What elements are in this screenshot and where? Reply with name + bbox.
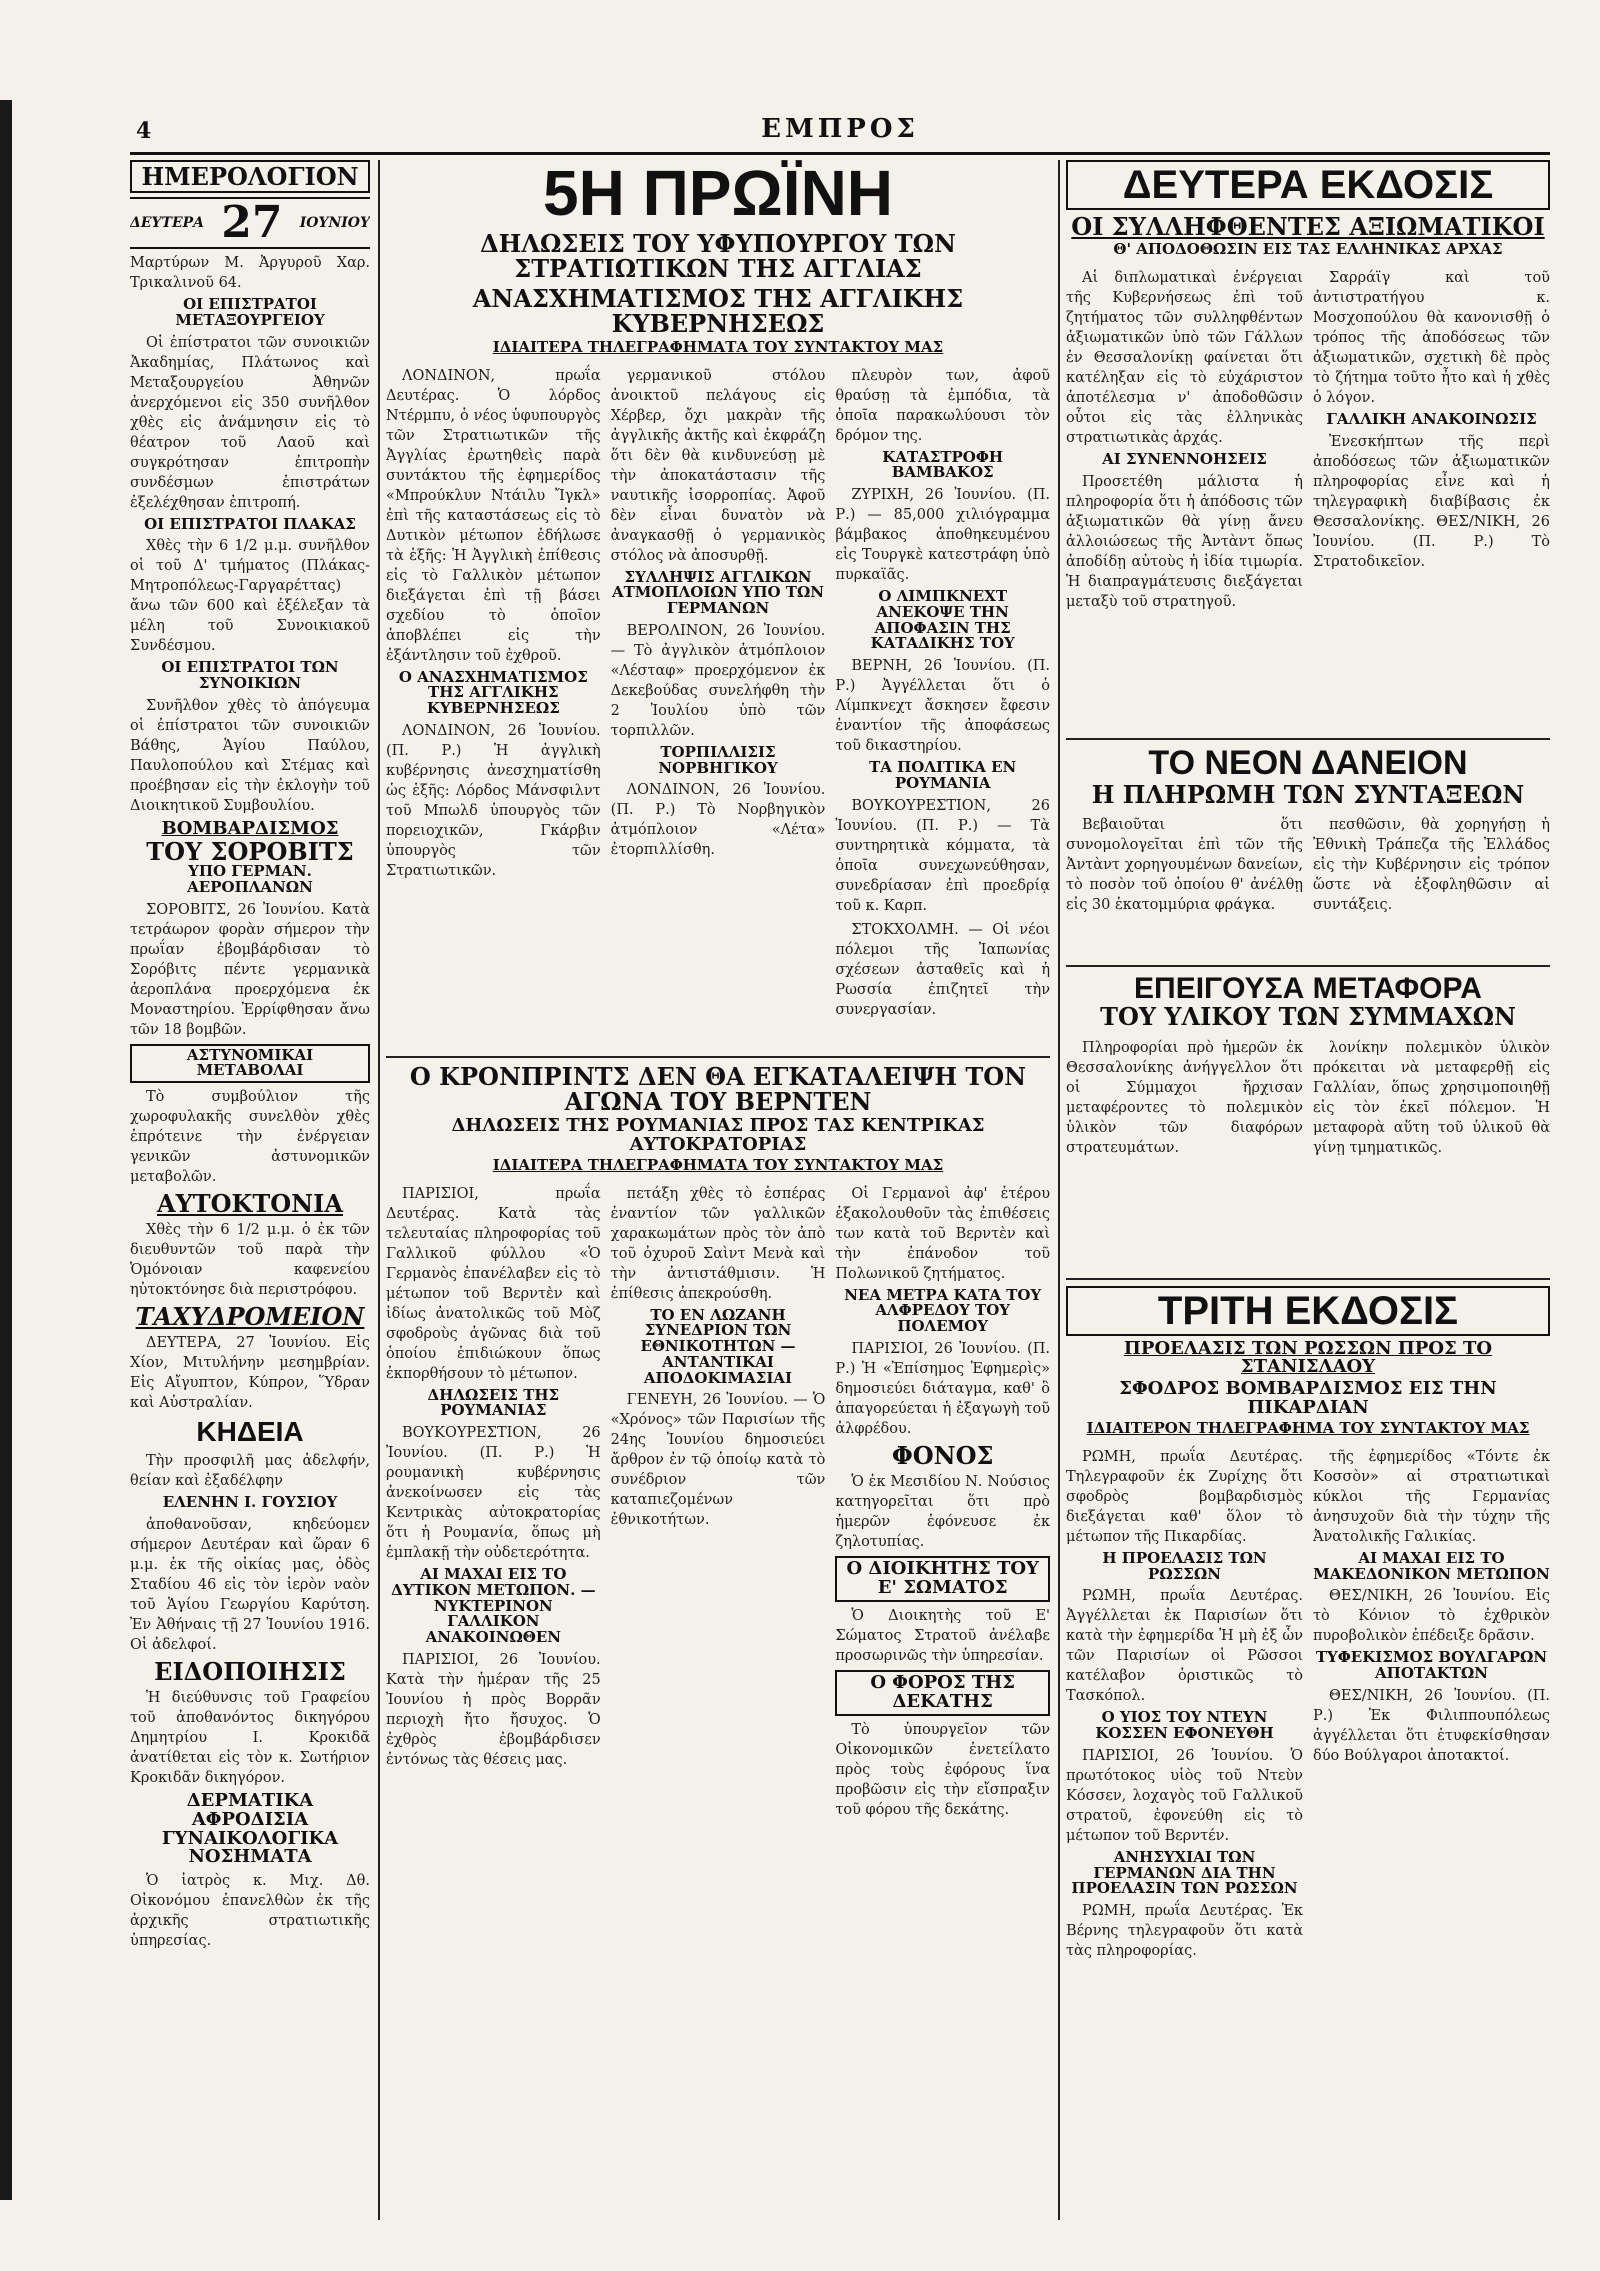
section-body: ΔΕΥΤΕΡΑ, 27 Ἰουνίου. Εἰς Χίον, Μιτυλήνην μεσημβρίαν. Εἰς Αἴγυπτον, Κύπρον, Ὕδραν καὶ Αὐστραλίαν. — [130, 1335, 370, 1412]
section-body: Ἡ διεύθυνσις τοῦ Γραφείου τοῦ ἀποθανόντος δικηγόρου Δημητρίου Ι. Κροκιδᾶ ἀνατίθεται εἰς τὸν κ. Σωτήριον Κροκιδᾶν δικηγόρον. — [130, 1689, 370, 1786]
section-heading: ΑΥΤΟΚΤΟΝΙΑ — [157, 1189, 343, 1219]
section-heading: ΚΗΔΕΙΑ — [196, 1416, 304, 1448]
article-column — [386, 362, 601, 1052]
article-body: ΠΑΡΙΣΙΟΙ, 26 Ἰουνίου. Ὁ πρωτότοκος υἱὸς τοῦ Ντεὺν Κόσσεν, λοχαγὸς τοῦ Γαλλικοῦ στρατοῦ, ἐφονεύθη εἰς τὸ μέτωπον τοῦ Βερντέν. — [1066, 1747, 1303, 1844]
masthead — [130, 112, 1550, 155]
article-body: Προσετέθη μάλιστα ἡ πληροφορία ὅτι ἡ ἀπόδοσις τῶν ἀξιωματικῶν θὰ γίνῃ ἄνευ ἀλλοιώσεως τῆς Ἀντὰντ ὅπως ἀποδίδῃ αὐτοὺς ἡ ἰδία τιμωρία. Ἡ διαπραγμάτευσις διεξάγεται μεταξὺ τοῦ στρατηγοῦ. — [1066, 473, 1303, 610]
article-body: πλευρὸν των, ἀφοῦ θραύσῃ τὰ ἐμπόδια, τὰ ὁποῖα παρακωλύουσι τὸν δρόμον της. — [835, 367, 1050, 444]
section-heading: ΔΕΡΜΑΤΙΚΑ ΑΦΡΟΔΙΣΙΑ — [186, 1789, 314, 1830]
crown-prince-section — [386, 1056, 1050, 2220]
column-right — [1066, 160, 1550, 2220]
article-heading: Η ΠΡΟΕΛΑΣΙΣ ΤΩΝ ΡΩΣΣΩΝ — [1102, 1548, 1267, 1583]
transport-section — [1066, 965, 1550, 1274]
article-body: Πληροφορίαι πρὸ ἡμερῶν ἐκ Θεσσαλονίκης ἀνήγγελλον ὅτι οἱ Σύμμαχοι ἤρχισαν μεταφέροντες τὸ πολεμικὸν ὑλικὸν τῶν διαφόρων στρατευμάτων. — [1066, 1039, 1303, 1156]
article-heading: ΣΥΛΛΗΨΙΣ ΑΓΓΛΙΚΩΝ ΑΤΜΟΠΛΟΙΩΝ ΥΠΟ ΤΩΝ ΓΕΡΜΑΝΩΝ — [611, 567, 825, 618]
article-columns — [1066, 1034, 1550, 1274]
article-body: Τὸ ὑπουργεῖον τῶν Οἰκονομικῶν ἐνετείλατο πρὸς τοὺς ἐφόρους ἵνα προβῶσιν εἰς τὴν εἴσπραξιν τοῦ φόρου τῆς δεκάτης. — [835, 1721, 1050, 1818]
article-heading: Ο ΥΙΟΣ ΤΟΥ ΝΤΕΥΝ ΚΟΣΣΕΝ ΕΦΟΝΕΥΘΗ — [1095, 1708, 1274, 1743]
edition-heading: ΔΕΥΤΕΡΑ ΕΚΔΟΣΙΣ — [1066, 160, 1550, 210]
article-body: τῆς ἐφημερίδος «Τόντε ἐκ Κοσσὸν» αἱ στρατιωτικαὶ κύκλοι τῆς Γερμανίας ἀνησυχοῦν διὰ τὴν τύχην τῆς Ἀνατολικῆς Γαλικίας. — [1313, 1448, 1550, 1545]
section-subheading: ΓΥΝΑΙΚΟΛΟΓΙΚΑ ΝΟΣΗΜΑΤΑ — [161, 1827, 339, 1868]
article-column — [835, 1180, 1050, 2220]
article-heading: ΤΟΡΠΙΛΛΙΣΙΣ ΝΟΡΒΗΓΙΚΟΥ — [658, 742, 778, 777]
banner-subheadline: ΙΔΙΑΙΤΕΡΑ ΤΗΛΕΓΡΑΦΗΜΑΤΑ ΤΟΥ ΣΥΝΤΑΚΤΟΥ ΜΑΣ — [492, 337, 944, 356]
deceased-name: ΕΛΕΝΗΝ Ι. ΓΟΥΣΙΟΥ — [162, 1492, 338, 1511]
article-subheadline: Η ΠΛΗΡΩΜΗ ΤΩΝ ΣΥΝΤΑΞΕΩΝ — [1091, 779, 1525, 809]
article-heading: ΤΟ ΕΝ ΛΩΖΑΝΗ ΣΥΝΕΔΡΙΟΝ ΤΩΝ ΕΘΝΙΚΟΤΗΤΩΝ — ΑΝΤΑΝΤΙΚΑΙ ΑΠΟΔΟΚΙΜΑΣΙΑΙ — [640, 1305, 796, 1387]
article-heading: Ο ΦΟΡΟΣ ΤΗΣ ΔΕΚΑΤΗΣ — [835, 1670, 1050, 1716]
third-edition-section — [1066, 1278, 1550, 2003]
article-headline: Ο ΚΡΟΝΠΡΙΝΤΣ ΔΕΝ ΘΑ ΕΓΚΑΤΑΛΕΙΨΗ ΤΟΝ ΑΓΩΝΑ ΤΟΥ ΒΕΡΝΤΕΝ — [409, 1061, 1027, 1116]
section-body: ΣΟΡΟΒΙΤΣ, 26 Ἰουνίου. Κατὰ τετράωρον φορὰν σήμερον τὴν πρωΐαν ἐβομβάρδισαν τὸ Σορόβιτς πέντε γερμανικὰ ἀεροπλάνα προερχόμενα ἐκ Μοναστηρίου. Ἐρρίφθησαν ἄνω τῶν 18 βομβῶν. — [130, 901, 370, 1038]
article-heading: ΑΙ ΣΥΝΕΝΝΟΗΣΕΙΣ — [1102, 449, 1267, 468]
article-body: ΛΟΝΔΙΝΟΝ, 26 Ἰουνίου. (Π. Ρ.) Ἡ ἀγγλικὴ κυβέρνησις ἀνεσχηματίσθη ὡς ἑξῆς: Λόρδος Μάνσφιλντ τοῦ Μπωλδ ὑπουργὸς τῶν πορειοχικῶν, Γκάρβιν ὑπουργὸς τῶν Στρατιωτικῶν. — [386, 722, 601, 879]
article-heading: ΑΝΗΣΥΧΙΑΙ ΤΩΝ ΓΕΡΜΑΝΩΝ ΔΙΑ ΤΗΝ ΠΡΟΕΛΑΣΙΝ ΤΩΝ ΡΩΣΣΩΝ — [1071, 1847, 1298, 1898]
article-column — [1313, 264, 1550, 734]
article-body: ΒΕΡΟΛΙΝΟΝ, 26 Ἰουνίου. — Τὸ ἀγγλικὸν ἀτμόπλοιον «Λέσταφ» προερχόμενον ἐκ Δεκεβούδας συνελήφθη τὴν 2 Ἰουλίου ὑπὸ τῶν τορπιλλῶν. — [610, 622, 826, 739]
article-column — [386, 1180, 601, 2220]
article-headline: ΤΟ ΝΕΟΝ ΔΑΝΕΙΟΝ — [1148, 743, 1468, 782]
article-columns — [1066, 811, 1550, 961]
article-columns — [386, 1180, 1050, 2220]
article-subheadline: ΙΔΙΑΙΤΕΡΟΝ ΤΗΛΕΓΡΑΦΗΜΑ ΤΟΥ ΣΥΝΤΑΚΤΟΥ ΜΑΣ — [1086, 1419, 1530, 1438]
section-heading: ΕΙΔΟΠΟΙΗΣΙΣ — [154, 1656, 346, 1686]
article-body: ΡΩΜΗ, πρωΐα Δευτέρας. Ἐκ Βέρνης τηλεγραφοῦν ὅτι κατὰ τὰς πληροφορίας. — [1066, 1903, 1303, 1960]
diary-title: ΗΜΕΡΟΛΟΓΙΟΝ — [130, 160, 370, 193]
article-body: λονίκην πολεμικὸν ὑλικὸν πρόκειται νὰ μεταφερθῇ εἰς Γαλλίαν, ὅπως χρησιμοποιηθῇ εἰς τὸν ἐκεῖ πόλεμον. Ἡ μεταφορὰ αὕτη τοῦ ὑλικοῦ θὰ γίνῃ τμηματικῶς. — [1313, 1039, 1550, 1156]
edition-heading: 5Η ΠΡΩΪΝΗ — [542, 160, 894, 229]
section-heading: ΟΙ ΕΠΙΣΤΡΑΤΟΙ ΜΕΤΑΞΟΥΡΓΕΙΟΥ — [175, 295, 325, 329]
article-body: ΡΩΜΗ, πρωΐα Δευτέρας. Ἀγγέλλεται ἐκ Παρισίων ὅτι κατὰ τὴν ἐφημερίδα Ἡ μὴ ἐξ ὧν τῶν Παρισίων οἱ Ρῶσσοι κατέλαβον ὁριστικῶς τὸ Τασκόπολ. — [1066, 1588, 1303, 1705]
article-body: Αἱ διπλωματικαὶ ἐνέργειαι τῆς Κυβερνήσεως ἐπὶ τοῦ ζητήματος τῶν συλληφθέντων ἀξιωματικῶν ὑπὸ τῶν Γάλλων ἐν Θεσσαλονίκῃ φαίνεται ὅτι κατέληξαν εἰς τὸ εὐχάριστον ἀποτέλεσμα ν' ἀποδοθῶσιν οὗτοι εἰς τὰς ἑλληνικὰς στρατιωτικὰς ἀρχάς. — [1066, 269, 1303, 446]
section-heading: ΤΑΧΥΔΡΟΜΕΙΟΝ — [135, 1302, 365, 1332]
column-rule — [378, 160, 380, 2220]
article-body: ΒΟΥΚΟΥΡΕΣΤΙΟΝ, 26 Ἰουνίου. (Π. Ρ.) — Τὰ συντηρητικὰ κόμματα, τὰ ὁποῖα συνεχωνεύθησαν, συνεδρίασαν ἐπὶ προεδρίᾳ τοῦ κ. Καρπ. — [835, 797, 1050, 914]
section-heading: ΑΣΤΥΝΟΜΙΚΑΙ ΜΕΤΑΒΟΛΑΙ — [130, 1044, 370, 1084]
binding-edge — [0, 100, 12, 2200]
article-columns — [1066, 264, 1550, 734]
article-subheadline: Θ' ΑΠΟΔΟΘΩΣΙΝ ΕΙΣ ΤΑΣ ΕΛΛΗΝΙΚΑΣ ΑΡΧΑΣ — [1113, 240, 1503, 259]
section-body: Χθὲς τὴν 6 1/2 μ.μ. συνῆλθον οἱ τοῦ Δ' τμήματος (Πλάκας-Μητροπόλεως-Γαργαρέττας) ἄνω τῶν 600 καὶ ἐξέλεξαν τὰ μέλη τοῦ Συνοικιακοῦ Συνδέσμου. — [130, 538, 370, 655]
article-body: πεσθῶσιν, θὰ χορηγήσῃ ἡ Ἐθνικὴ Τράπεζα τῆς Ἑλλάδος εἰς τὴν Κυβέρνησιν εἰς τρόπον ὥστε νὰ ἐξοφληθῶσιν αἱ συντάξεις. — [1313, 816, 1550, 913]
banner-headline: ΔΗΛΩΣΕΙΣ ΤΟΥ ΥΦΥΠΟΥΡΓΟΥ ΤΩΝ ΣΤΡΑΤΙΩΤΙΚΩΝ ΤΗΣ ΑΓΓΛΙΑΣ — [480, 229, 956, 284]
article-heading: ΑΙ ΜΑΧΑΙ ΕΙΣ ΤΟ ΜΑΚΕΔΟΝΙΚΟΝ ΜΕΤΩΠΟΝ — [1313, 1548, 1550, 1583]
article-body: ΘΕΣ/ΝΙΚΗ, 26 Ἰουνίου. (Π. Ρ.) Ἐκ Φιλιππουπόλεως ἀγγέλλεται ὅτι ἐτυφεκίσθησαν δύο Βούλγαροι ἀποτακτοί. — [1313, 1687, 1550, 1764]
loan-section — [1066, 738, 1550, 961]
edition-heading: ΤΡΙΤΗ ΕΚΔΟΣΙΣ — [1066, 1286, 1550, 1336]
article-column — [611, 1180, 826, 2220]
article-subheadline: ΔΗΛΩΣΕΙΣ ΤΗΣ ΡΟΥΜΑΝΙΑΣ ΠΡΟΣ ΤΑΣ ΚΕΝΤΡΙΚΑΣ ΑΥΤΟΚΡΑΤΟΡΙΑΣ — [451, 1115, 985, 1155]
article-headline: ΕΠΕΙΓΟΥΣΑ ΜΕΤΑΦΟΡΑ — [1134, 971, 1482, 1005]
section-heading: ΟΙ ΕΠΙΣΤΡΑΤΟΙ ΤΩΝ ΣΥΝΟΙΚΙΩΝ — [161, 658, 339, 693]
article-heading: Ο ΔΙΟΙΚΗΤΗΣ ΤΟΥ Ε' ΣΩΜΑΤΟΣ — [835, 1556, 1050, 1602]
article-headline: ΠΡΟΕΛΑΣΙΣ ΤΩΝ ΡΩΣΣΩΝ ΠΡΟΣ ΤΟ ΣΤΑΝΙΣΛΑΟΥ — [1123, 1337, 1493, 1378]
article-body: ΘΕΣ/ΝΙΚΗ, 26 Ἰουνίου. Εἰς τὸ Κόνιον τὸ ἐχθρικὸν πυροβολικὸν ἐπέδειξε δρᾶσιν. — [1313, 1588, 1550, 1645]
section-subheading: ΤΟΥ ΣΟΡΟΒΙΤΣ — [146, 836, 354, 866]
diary-month: ΙΟΥΝΙΟΥ — [299, 215, 370, 232]
article-columns — [1066, 1443, 1550, 2003]
article-heading: ΤΥΦΕΚΙΣΜΟΣ ΒΟΥΛΓΑΡΩΝ ΑΠΟΤΑΚΤΩΝ — [1315, 1648, 1548, 1683]
article-body: ΛΟΝΔΙΝΟΝ, πρωΐα Δευτέρας. Ὁ λόρδος Ντέρμπυ, ὁ νέος ὑφυπουργὸς τῶν Στρατιωτικῶν τῆς Ἀγγλίας ἐρωτηθεὶς παρὰ συντάκτου τῆς ἐφημερίδος «Μπρούκλυν Ντάιλυ Ἴγκλ» ἐπὶ τῆς καταστάσεως εἰς τὸ Δυτικὸν μέτωπον ἐδήλωσε τὰ ἑξῆς: Ἡ Ἀγγλικὴ ἐπίθεσις εἰς τὸ Γαλλικὸν μέτωπον διεξάγεται ἐπὶ τῇ βάσει σχεδίου τὸ ὁποῖον ἀποβλέπει εἰς τὴν ἐξάντλησιν τοῦ ἐχθροῦ. — [386, 367, 601, 664]
article-subheadline: ΙΔΙΑΙΤΕΡΑ ΤΗΛΕΓΡΑΦΗΜΑΤΑ ΤΟΥ ΣΥΝΤΑΚΤΟΥ ΜΑΣ — [492, 1155, 944, 1174]
article-headline: ΟΙ ΣΥΛΛΗΦΘΕΝΤΕΣ ΑΞΙΩΜΑΤΙΚΟΙ — [1071, 212, 1545, 241]
article-heading: ΤΑ ΠΟΛΙΤΙΚΑ ΕΝ ΡΟΥΜΑΝΙΑ — [869, 758, 1017, 792]
column-rule — [1058, 160, 1060, 2220]
section-body: Τὸ συμβούλιον τῆς χωροφυλακῆς συνελθὸν χθὲς ἐπρότεινε τὴν ἐνέργειαν γενικῶν ἀστυνομικῶν μεταβολῶν. — [130, 1089, 370, 1186]
article-heading: ΑΙ ΜΑΧΑΙ ΕΙΣ ΤΟ ΔΥΤΙΚΟΝ ΜΕΤΩΠΟΝ. — ΝΥΚΤΕΡΙΝΟΝ ΓΑΛΛΙΚΟΝ ΑΝΑΚΟΙΝΩΘΕΝ — [391, 1565, 596, 1647]
column-diary — [130, 160, 370, 2220]
section-body: Ὁ ἰατρὸς κ. Μιχ. Δθ. Οἰκονόμου ἐπανελθὼν ἐκ τῆς ἀρχικῆς στρατιωτικῆς ὑπηρεσίας. — [130, 1873, 370, 1950]
diary-text: Μαρτύρων Μ. Ἀργυροῦ Χαρ. Τρικαλινοῦ 64. — [130, 255, 370, 292]
article-body: ΖΥΡΙΧΗ, 26 Ἰουνίου. (Π. Ρ.) — 85,000 χιλιόγραμμα βάμβακος ἀποθηκευμένου εἰς Τουργκὲ κατεστράφη ὑπὸ πυρκαϊᾶς. — [835, 487, 1050, 584]
article-heading: Ο ΛΙΜΠΚΝΕΧΤ ΑΝΕΚΟΨΕ ΤΗΝ ΑΠΟΦΑΣΙΝ ΤΗΣ ΚΑΤΑΔΙΚΗΣ ΤΟΥ — [870, 587, 1015, 653]
article-body: γερμανικοῦ στόλου ἀνοικτοῦ πελάγους εἰς Χέρβερ, ὄχι μακρὰν τῆς ἀγγλικῆς ἀκτῆς καὶ ἐκφράζη ὅτι δὲν θὰ κινδυνεύσῃ μὲ τὴν ἀποκατάστασιν τῆς ναυτικῆς ἰσορροπίας. Ἀφοῦ δὲν εἶναι δυνατὸν νὰ ἀναγκασθῇ ὁ γερμανικὸς στόλος νὰ ἀποσυρθῇ. — [610, 367, 826, 564]
column-center — [386, 160, 1050, 2220]
section-heading: ΒΟΜΒΑΡΔΙΣΜΟΣ — [161, 817, 339, 839]
article-body: Σαρράϊγ καὶ τοῦ ἀντιστρατήγου κ. Μοσχοπούλου θὰ κανονισθῇ ὁ τρόπος τῆς ἀποδόσεως τῶν ἀξιωματικῶν, σχετικὴ δὲ πρὸς τὸ ζήτημα τοῦτο ἦτο καὶ ἡ χθὲς ὁ λόγον. — [1313, 269, 1550, 406]
diary-date-row — [130, 197, 370, 249]
article-subheadline: ΣΦΟΔΡΟΣ ΒΟΜΒΑΡΔΙΣΜΟΣ ΕΙΣ ΤΗΝ ΠΙΚΑΡΔΙΑΝ — [1119, 1378, 1497, 1419]
article-body: πετάξη χθὲς τὸ ἑσπέρας ἐναντίον τῶν γαλλικῶν χαρακωμάτων πρὸς τὸν ἀπὸ τοῦ ὀχυροῦ Σαὶντ Μενὰ καὶ τὴν ἀντιστάθμισιν. Ἡ ἐπίθεσις ἀπεκρούσθη. — [610, 1185, 826, 1302]
article-heading: ΦΟΝΟΣ — [891, 1440, 994, 1470]
article-column — [1313, 1443, 1550, 2003]
banner-subheadline: ΑΝΑΣΧΗΜΑΤΙΣΜΟΣ ΤΗΣ ΑΓΓΛΙΚΗΣ ΚΥΒΕΡΝΗΣΕΩΣ — [472, 283, 964, 338]
section-body: Τὴν προσφιλῆ μας ἀδελφήν, θείαν καὶ ἐξαδέλφην — [130, 1452, 370, 1489]
article-heading: ΚΑΤΑΣΤΡΟΦΗ ΒΑΜΒΑΚΟΣ — [882, 447, 1004, 482]
article-body: Ὁ ἐκ Μεσιδίου Ν. Νούσιος κατηγορεῖται ὅτι πρὸ ἡμερῶν ἐφόνευσε ἐκ ζηλοτυπίας. — [835, 1474, 1050, 1551]
paper-title: ΕΜΠΡΟΣ — [761, 114, 919, 144]
article-column — [835, 362, 1050, 1052]
section-heading: ΟΙ ΕΠΙΣΤΡΑΤΟΙ ΠΛΑΚΑΣ — [144, 514, 356, 533]
article-body: Ὁ Διοικητὴς τοῦ Ε' Σώματος Στρατοῦ ἀνέλαβε προσωρινῶς τὴν ὑπηρεσίαν. — [835, 1607, 1050, 1664]
section-body: ἀποθανοῦσαν, κηδεύομεν σήμερον Δευτέραν καὶ ὥραν 6 μ.μ. ἐκ τῆς οἰκίας μας, ὁδὸς Σταδίου 46 εἰς τὸν ἱερὸν ναὸν τοῦ Ἁγίου Γεωργίου Καρύτση. Ἐν Ἀθήναις τῇ 27 Ἰουνίου 1916. Οἱ ἀδελφοί. — [130, 1516, 370, 1653]
section-subheading: ΥΠΟ ΓΕΡΜΑΝ. ΑΕΡΟΠΛΑΝΩΝ — [187, 862, 313, 896]
article-body: ΡΩΜΗ, πρωΐα Δευτέρας. Τηλεγραφοῦν ἐκ Ζυρίχης ὅτι σφοδρὸς βομβαρδισμὸς διεξάγεται καθ' ὅλον τὸ μέτωπον τῆς Πικαρδίας. — [1066, 1448, 1303, 1545]
article-body: ΓΕΝΕΥΗ, 26 Ἰουνίου. — Ὁ «Χρόνος» τῶν Παρισίων τῆς 24ης Ἰουνίου δημοσιεύει ἄρθρον ἐν τῷ ὁποίῳ κατὰ τὸ συνέδριον τῶν καταπιεζομένων ἐθνικοτήτων. — [610, 1392, 826, 1529]
page-number: 4 — [136, 118, 152, 144]
article-subheadline: ΤΟΥ ΥΛΙΚΟΥ ΤΩΝ ΣΥΜΜΑΧΩΝ — [1100, 1002, 1516, 1032]
diary-day: ΔΕΥΤΕΡΑ — [130, 215, 205, 232]
diary-date: 27 — [221, 197, 283, 249]
section-body: Συνῆλθον χθὲς τὸ ἀπόγευμα οἱ ἐπίστρατοι τῶν συνοικιῶν Βάθης, Ἁγίου Παύλου, Παυλοπούλου καὶ Στέμας καὶ προέβησαν εἰς τὴν ἐκλογὴν τοῦ Διοικητικοῦ Συμβουλίου. — [130, 697, 370, 814]
article-body: ΠΑΡΙΣΙΟΙ, 26 Ἰουνίου. Κατὰ τὴν ἡμέραν τῆς 25 Ἰουνίου ἡ πρὸς Βορρᾶν περιοχὴ ἤτο ἤσυχος. Ὁ ἐχθρὸς ἐβομβάρδισεν ἐντόνως τὰς θέσεις μας. — [386, 1651, 601, 1768]
article-body: ΠΑΡΙΣΙΟΙ, 26 Ἰουνίου. (Π. Ρ.) Ἡ «Ἐπίσημος Ἐφημερὶς» δημοσιεύει διάταγμα, καθ' ὃ ἀπαγορεύεται ἡ ἐξαγωγὴ τοῦ ἀλφρέδου. — [835, 1340, 1050, 1437]
article-body: Ἐνεσκήπτων τῆς περὶ ἀποδόσεως τῶν ἀξιωματικῶν πληροφορίας εἶνε καὶ ἡ τηλεγραφικὴ διαβίβασις ἐκ Θεσσαλονίκης. ΘΕΣ/ΝΙΚΗ, 26 Ἰουνίου. (Π. Ρ.) Τὸ Στρατοδικεῖον. — [1313, 433, 1550, 570]
article-body: ΠΑΡΙΣΙΟΙ, πρωΐα Δευτέρας. Κατὰ τὰς τελευταίας πληροφορίας τοῦ Γαλλικοῦ φύλλου «Ὁ Γερμανὸς ἐπανέλαβεν εἰς τὸ μέτωπον τοῦ Βερντὲν καὶ ἰδίως ἀνατολικῶς τοῦ Μὸζ σφοδροὺς ἀγῶνας διὰ τοῦ ὁποίου ἐπιδιώκουν ὅπως ἐκπορθήσουν τὸ μέτωπον. — [386, 1185, 601, 1382]
article-column — [1066, 1443, 1303, 2003]
article-columns — [386, 362, 1050, 1052]
article-body: ΛΟΝΔΙΝΟΝ, 26 Ἰουνίου. (Π. Ρ.) Τὸ Νορβηγικὸν ἀτμόπλοιον «Λέτα» ἐτορπιλλίσθη. — [610, 782, 826, 859]
article-body: Βεβαιοῦται ὅτι συνομολογεῖται ἐπὶ τῶν τῆς Ἀντὰντ χορηγουμένων δανείων, τὸ ποσὸν τοῦ ὁποίου θ' ἀνέλθῃ εἰς 30 ἑκατομμύρια φράγκα. — [1066, 816, 1303, 913]
article-column — [1066, 264, 1303, 734]
article-heading: ΓΑΛΛΙΚΗ ΑΝΑΚΟΙΝΩΣΙΣ — [1326, 409, 1537, 428]
section-body: Χθὲς τὴν 6 1/2 μ.μ. ὁ ἐκ τῶν διευθυντῶν τοῦ παρὰ τὴν Ὁμόνοιαν καφενείου ηὐτοκτόνησε διὰ περιστρόφου. — [130, 1222, 370, 1299]
article-column — [611, 362, 826, 1052]
article-body: ΣΤΟΚΧΟΛΜΗ. — Οἱ νέοι πόλεμοι τῆς Ἰαπωνίας σχέσεων ἀσταθεῖς καὶ ἡ Ρωσσία ἐπιζητεῖ τὴν συνεργασίαν. — [835, 921, 1050, 1018]
article-body: Οἱ Γερμανοὶ ἀφ' ἑτέρου ἐξακολουθοῦν τὰς ἐπιθέσεις των κατὰ τοῦ Βερντὲν καὶ τὴν ἐπάνοδον τοῦ Πολωνικοῦ ζητήματος. — [835, 1185, 1050, 1282]
article-heading: ΔΗΛΩΣΕΙΣ ΤΗΣ ΡΟΥΜΑΝΙΑΣ — [427, 1385, 560, 1420]
article-body: ΒΕΡΝΗ, 26 Ἰουνίου. (Π. Ρ.) Ἀγγέλλεται ὅτι ὁ Λίμπκνεχτ ἄσκησεν ἔφεσιν ἐναντίον τῆς ἀποφάσεως τοῦ δικαστηρίου. — [835, 658, 1050, 755]
article-body: ΒΟΥΚΟΥΡΕΣΤΙΟΝ, 26 Ἰουνίου. (Π. Ρ.) Ἡ ρουμανικὴ κυβέρνησις ἀνεκοίνωσεν εἰς τὰς Κεντρικὰς αὐτοκρατορίας ὅτι ἡ Ρουμανία, ὅπως μὴ ἐμπλακῇ τὴν οὐδετερότητα. — [386, 1425, 601, 1562]
article-heading: ΝΕΑ ΜΕΤΡΑ ΚΑΤΑ ΤΟΥ ΑΛΦΡΕΔΟΥ ΤΟΥ ΠΟΛΕΜΟΥ — [844, 1285, 1042, 1336]
article-heading: Ο ΑΝΑΣΧΗΜΑΤΙΣΜΟΣ ΤΗΣ ΑΓΓΛΙΚΗΣ ΚΥΒΕΡΝΗΣΕΩΣ — [398, 667, 588, 718]
section-body: Οἱ ἐπίστρατοι τῶν συνοικιῶν Ἀκαδημίας, Πλάτωνος καὶ Μεταξουργείου Ἀθηνῶν ἀνερχόμενοι εἰς 350 συνῆλθον χθὲς εἰς ἀνάμνησιν εἰς τὸ θέατρον τοῦ Λαοῦ καὶ συγκρότησαν ἐπιτροπὴν συνδέσμων ἐπιστράτων ἐξελέχθησαν ἐπιτροπή. — [130, 334, 370, 511]
